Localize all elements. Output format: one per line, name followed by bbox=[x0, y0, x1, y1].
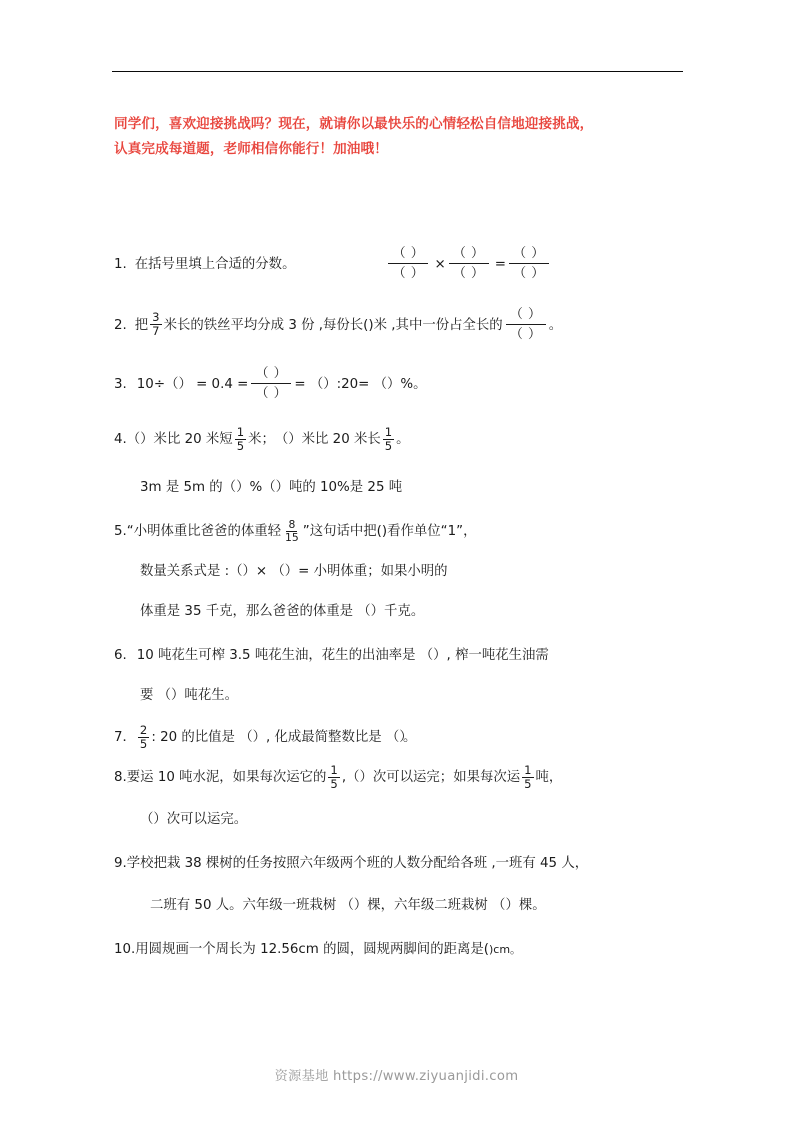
q2-answer-denominator[interactable]: （ ） bbox=[509, 327, 542, 343]
question-10-number: 10. bbox=[114, 942, 136, 957]
question-7-text-1: : 20 的比值是 （ bbox=[151, 730, 253, 745]
q4-frac1-denominator: 5 bbox=[236, 438, 245, 453]
question-7-text-2: ）, 化成最简整数比是 （ bbox=[252, 730, 400, 745]
question-10-text-2: )cm。 bbox=[488, 943, 522, 956]
q1-frac3-numerator[interactable]: （ ） bbox=[509, 245, 549, 264]
q8-frac2-numerator: 1 bbox=[524, 762, 532, 777]
q1-frac3-denominator[interactable]: （ ） bbox=[513, 266, 545, 282]
question-5-number: 5. bbox=[114, 524, 127, 539]
question-4 bbox=[0, 425, 793, 455]
question-8-text-3: ）次可以运完；如果每次运 bbox=[359, 770, 521, 785]
question-6-line-1 bbox=[0, 641, 793, 671]
question-3-text-2: ） = 0.4 = bbox=[178, 376, 249, 392]
q5-frac-denominator: 15 bbox=[285, 530, 299, 544]
question-6-text-2: ）, 榨一吨花生油需 bbox=[433, 648, 549, 663]
question-3-number: 3. bbox=[114, 376, 127, 392]
question-3-text-5: ）%。 bbox=[387, 376, 427, 392]
q2-answer-numerator[interactable]: （ ） bbox=[506, 306, 546, 325]
q4b-text-1: 3m 是 5m 的（ bbox=[140, 480, 237, 495]
question-7-text-3: ）。 bbox=[399, 730, 414, 745]
question-1-operator-equals: = bbox=[494, 256, 506, 272]
question-3 bbox=[0, 366, 793, 403]
question-7-number: 7． bbox=[114, 730, 136, 745]
q8-line2-text-2: ）次可以运完。 bbox=[153, 812, 248, 827]
question-9-line-2 bbox=[0, 891, 793, 921]
question-8-fraction-one-fifth-b bbox=[522, 764, 533, 791]
q5-frac-numerator: 8 bbox=[288, 517, 296, 531]
q5-line2-text-3: ）= 小明体重；如果小明的 bbox=[284, 564, 448, 579]
question-8-number: 8. bbox=[114, 770, 127, 785]
header-divider-rule bbox=[112, 71, 683, 72]
q4-frac1-numerator: 1 bbox=[236, 424, 245, 439]
q4b-text-3: （ bbox=[262, 480, 276, 495]
q1-frac1-denominator[interactable]: （ ） bbox=[392, 266, 425, 282]
question-3-text-4: ）:20= （ bbox=[323, 376, 388, 392]
question-5-text-3: )看作单位“1”， bbox=[381, 524, 477, 539]
question-1-operator-multiply: × bbox=[434, 256, 446, 272]
q9-line2-text-2: ）棵，六年级二班栽树 （ bbox=[353, 898, 506, 913]
question-8-fraction-one-fifth-a bbox=[328, 764, 339, 791]
q5-line2-text-2: ）× （ bbox=[242, 564, 285, 579]
question-10 bbox=[0, 935, 793, 965]
question-4-text-1: （ bbox=[126, 432, 141, 447]
question-2-fraction-three-sevenths bbox=[150, 311, 161, 338]
question-1 bbox=[0, 246, 793, 283]
intro-line-1: 同学们，喜欢迎接挑战吗？现在，就请你以最快乐的心情轻松自信地迎接挑战， bbox=[114, 116, 594, 132]
question-5-fraction-eight-fifteenths bbox=[283, 519, 301, 544]
question-1-number: 1. bbox=[114, 256, 127, 272]
question-4-text-3: 米； bbox=[248, 432, 275, 447]
question-2-text-4: 。 bbox=[548, 317, 563, 333]
question-8-text-2: ,（ bbox=[341, 770, 360, 785]
q9-line2-text-1: 二班有 50 人。六年级一班栽树 （ bbox=[150, 898, 354, 913]
question-4-text-4: （ bbox=[274, 432, 289, 447]
question-4-text-6: 。 bbox=[396, 432, 410, 447]
question-9-line-1 bbox=[0, 849, 793, 879]
intro-message bbox=[114, 112, 680, 162]
question-6-number: 6. bbox=[114, 648, 127, 663]
q4-frac2-denominator: 5 bbox=[384, 438, 393, 453]
q1-frac2-numerator[interactable]: （ ） bbox=[449, 245, 489, 264]
question-2 bbox=[0, 307, 793, 344]
question-2-text-1: 把 bbox=[134, 317, 149, 333]
question-8-text-4: 吨， bbox=[535, 770, 563, 785]
q6-line2-text-1: 要 （ bbox=[140, 688, 172, 703]
question-4-text-2: ）米比 20 米短 bbox=[140, 432, 233, 447]
question-7 bbox=[0, 723, 793, 753]
question-8-line-2 bbox=[0, 805, 793, 835]
question-9-text-1: 学校把栽 38 棵树的任务按照六年级两个班的人数分配给各班 ,一班有 45 人， bbox=[126, 856, 589, 871]
question-2-number: 2. bbox=[114, 317, 127, 333]
question-1-text: 在括号里填上合适的分数。 bbox=[134, 256, 296, 272]
question-1-fraction-2[interactable] bbox=[449, 245, 489, 282]
question-2-text-2: 米长的铁丝平均分成 3 份 ,每份长( bbox=[163, 317, 369, 333]
q5-line3-text-2: ）千克。 bbox=[370, 604, 425, 619]
question-3-text-3: = （ bbox=[294, 376, 324, 392]
q8-line2-text-1: （ bbox=[140, 812, 154, 827]
q4b-text-2: ）% bbox=[236, 480, 263, 495]
watermark-text: 资源基地 https://www.ziyuanjidi.com bbox=[274, 1069, 519, 1084]
footer-watermark bbox=[0, 1065, 793, 1084]
q5-line2-text-1: 数量关系式是 :（ bbox=[140, 564, 243, 579]
question-5-text-2: ”这句话中把( bbox=[302, 524, 382, 539]
question-3-text-1: 10÷（ bbox=[136, 376, 179, 392]
question-5-text-1: “小明体重比爸爸的体重轻 bbox=[126, 524, 282, 539]
question-4-number: 4. bbox=[114, 432, 127, 447]
question-3-answer-fraction[interactable] bbox=[251, 365, 291, 402]
question-9-number: 9. bbox=[114, 856, 127, 871]
q1-frac1-numerator[interactable]: （ ） bbox=[388, 245, 428, 264]
q7-frac-denominator: 5 bbox=[139, 736, 148, 751]
q4-frac2-numerator: 1 bbox=[384, 424, 393, 439]
q6-line2-text-2: ）吨花生。 bbox=[171, 688, 238, 703]
questions-container bbox=[0, 246, 793, 965]
question-4-text-5: ）米比 20 米长 bbox=[288, 432, 381, 447]
question-8-text-1: 要运 10 吨水泥，如果每次运它的 bbox=[126, 770, 327, 785]
question-8-line-1 bbox=[0, 763, 793, 793]
q3-answer-numerator[interactable]: （ ） bbox=[251, 365, 291, 384]
question-1-fraction-1[interactable] bbox=[388, 245, 428, 282]
q2-frac-denominator: 7 bbox=[152, 324, 160, 339]
q5-line3-text-1: 体重是 35 千克，那么爸爸的体重是 （ bbox=[140, 604, 371, 619]
question-1-fraction-3[interactable] bbox=[509, 245, 549, 282]
q2-frac-numerator: 3 bbox=[152, 310, 160, 325]
question-7-fraction-two-fifths bbox=[138, 724, 149, 751]
q8-frac1-numerator: 1 bbox=[330, 762, 338, 777]
q3-answer-denominator[interactable]: （ ） bbox=[255, 386, 288, 402]
question-5-line-2 bbox=[0, 557, 793, 587]
question-4-fraction-one-fifth-b bbox=[383, 426, 394, 453]
q8-frac1-denominator: 5 bbox=[330, 776, 338, 791]
question-5-line-1 bbox=[0, 517, 793, 547]
question-2-text-3: )米 ,其中一份占全长的 bbox=[368, 317, 503, 333]
question-10-text-1: 用圆规画一个周长为 12.56cm 的圆，圆规两脚间的距离是( bbox=[135, 942, 489, 957]
question-5-line-3 bbox=[0, 597, 793, 627]
question-6-text-1: 10 吨花生可榨 3.5 吨花生油，花生的出油率是 （ bbox=[136, 648, 434, 663]
intro-line-2: 认真完成每道题，老师相信你能行！加油哦！ bbox=[114, 141, 388, 157]
question-6-line-2 bbox=[0, 681, 793, 711]
question-4-fraction-one-fifth-a bbox=[235, 426, 246, 453]
question-4-subline bbox=[0, 473, 793, 503]
q9-line2-text-3: ）棵。 bbox=[505, 898, 546, 913]
q8-frac2-denominator: 5 bbox=[524, 776, 532, 791]
q1-frac2-denominator[interactable]: （ ） bbox=[452, 266, 485, 282]
q4b-text-4: ）吨的 10%是 25 吨 bbox=[275, 480, 403, 495]
question-2-answer-fraction[interactable] bbox=[506, 306, 546, 343]
q7-frac-numerator: 2 bbox=[139, 722, 148, 737]
